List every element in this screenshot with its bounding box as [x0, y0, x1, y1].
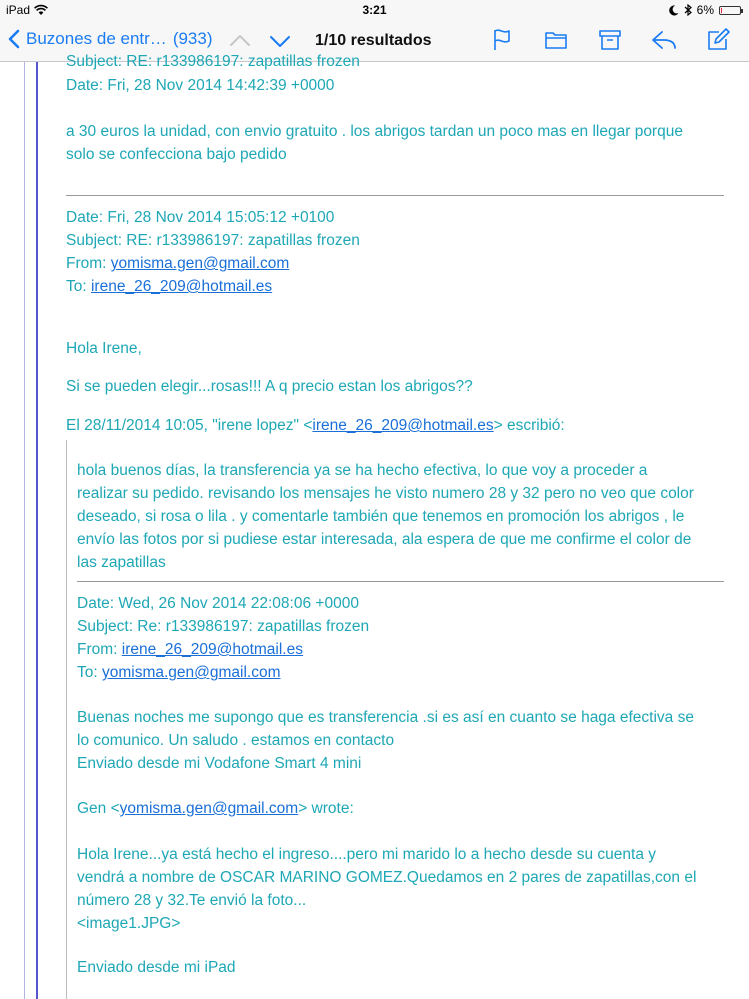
- reply-icon: [651, 30, 677, 50]
- quote-bar-outer: [24, 62, 25, 999]
- battery-icon: [719, 6, 741, 15]
- to-label: To:: [66, 278, 91, 295]
- reply-date: Date: Fri, 28 Nov 2014 15:05:12 +0100: [66, 209, 335, 226]
- quoted-to: [77, 663, 281, 683]
- quoted-line: hola buenos días, la transferencia ya se ha hecho efectiva, lo que voy a proceder a: [77, 462, 648, 479]
- top-body-line: solo se confecciona bajo pedido: [66, 146, 287, 163]
- body-line: lo comunico. Un saludo . estamos en contacto: [77, 732, 395, 749]
- status-time: 3:21: [362, 3, 387, 17]
- archive-button[interactable]: [597, 27, 623, 53]
- device-label: iPad: [6, 3, 31, 17]
- divider: [77, 581, 724, 582]
- battery-percent: 6%: [696, 3, 714, 17]
- ingreso-line: número 28 y 32.Te envió la foto...: [77, 892, 307, 909]
- quoted-line: deseado, si rosa o lila . y comentarle también que tenemos en promoción los abrigos , le: [77, 508, 685, 525]
- signature: Enviado desde mi iPad: [77, 959, 236, 976]
- attachment-placeholder[interactable]: <image1.JPG>: [77, 915, 181, 932]
- back-label: Buzones de entr…: [26, 29, 167, 48]
- quoted-line: realizar su pedido. revisando los mensajes he visto numero 28 y 32 pero no veo que color: [77, 485, 694, 502]
- from-label: From:: [77, 641, 122, 658]
- body-line: Buenas noches me supongo que es transferencia .si es así en cuanto se haga efectiva se: [77, 709, 694, 726]
- reply-to: [66, 277, 272, 297]
- top-body-line: a 30 euros la unidad, con envio gratuito . los abrigos tardan un poco mas en llegar porque: [66, 123, 683, 140]
- quote-prefix: El 28/11/2014 10:05, "irene lopez" <: [66, 417, 313, 434]
- to-label: To:: [77, 664, 102, 681]
- gen-prefix: Gen <: [77, 800, 120, 817]
- divider: [66, 195, 724, 196]
- quoted-subject: Subject: Re: r133986197: zapatillas frozen: [77, 618, 370, 635]
- compose-icon: [706, 28, 730, 52]
- folder-icon: [544, 30, 568, 50]
- next-message-chevron-down-icon[interactable]: [268, 29, 292, 53]
- ingreso-line: vendrá a nombre de OSCAR MARINO GOMEZ.Quedamos en 2 pares de zapatillas,con el: [77, 869, 697, 886]
- reply-subject: Subject: RE: r133986197: zapatillas frozen: [66, 232, 360, 249]
- gen-email-link[interactable]: yomisma.gen@gmail.com: [119, 800, 299, 817]
- quote-email-link[interactable]: irene_26_209@hotmail.es: [312, 417, 494, 434]
- to-email-link[interactable]: irene_26_209@hotmail.es: [90, 278, 273, 295]
- compose-button[interactable]: [705, 27, 731, 53]
- move-to-folder-button[interactable]: [543, 27, 569, 53]
- quote-suffix: > escribió:: [493, 417, 565, 434]
- quoted-body: [77, 706, 694, 775]
- greeting: Hola Irene,: [66, 340, 142, 357]
- flag-button[interactable]: [489, 27, 515, 53]
- to-email-link[interactable]: yomisma.gen@gmail.com: [101, 664, 281, 681]
- search-results-count: 1/10 resultados: [315, 32, 432, 49]
- from-email-link[interactable]: yomisma.gen@gmail.com: [110, 255, 290, 272]
- from-email-link[interactable]: irene_26_209@hotmail.es: [121, 641, 303, 658]
- quoted-from: [77, 640, 303, 660]
- quote-bar-inner: [36, 62, 38, 999]
- ingreso-paragraph: [77, 843, 696, 935]
- previous-message-chevron-up-icon[interactable]: [228, 29, 252, 53]
- reply-button[interactable]: [651, 27, 677, 53]
- question: Si se pueden elegir...rosas!!! A q precio estan los abrigos??: [66, 378, 473, 395]
- quote-bar-nested: [66, 440, 67, 999]
- back-to-inbox-button[interactable]: [8, 29, 213, 49]
- quoted-line: envío las fotos por si pudiese estar interesada, ala espera de que me confirme el color de: [77, 531, 692, 548]
- battery-level: [721, 8, 722, 13]
- quoted-date: Date: Wed, 26 Nov 2014 22:08:06 +0000: [77, 595, 359, 612]
- message-body[interactable]: [0, 53, 749, 999]
- archive-box-icon: [598, 29, 622, 51]
- body-line: Enviado desde mi Vodafone Smart 4 mini: [77, 755, 362, 772]
- inbox-count: (933): [172, 29, 213, 48]
- gen-attribution: [77, 799, 354, 819]
- moon-icon: [669, 5, 679, 16]
- quoted-line: las zapatillas: [77, 554, 166, 571]
- top-subject: Subject: RE: r133986197: zapatillas frozen: [66, 53, 360, 70]
- quoted-paragraph: [77, 459, 694, 574]
- gen-suffix: > wrote:: [298, 800, 354, 817]
- quote-attribution: [66, 416, 565, 436]
- reply-from: [66, 254, 289, 274]
- from-label: From:: [66, 255, 111, 272]
- status-bar: [0, 0, 749, 20]
- top-date: Date: Fri, 28 Nov 2014 14:42:39 +0000: [66, 77, 335, 94]
- chevron-left-icon: [8, 29, 20, 49]
- bluetooth-icon: [684, 4, 692, 16]
- ingreso-line: Hola Irene...ya está hecho el ingreso....pero mi marido lo a hecho desde su cuenta y: [77, 846, 657, 863]
- flag-icon: [492, 28, 512, 52]
